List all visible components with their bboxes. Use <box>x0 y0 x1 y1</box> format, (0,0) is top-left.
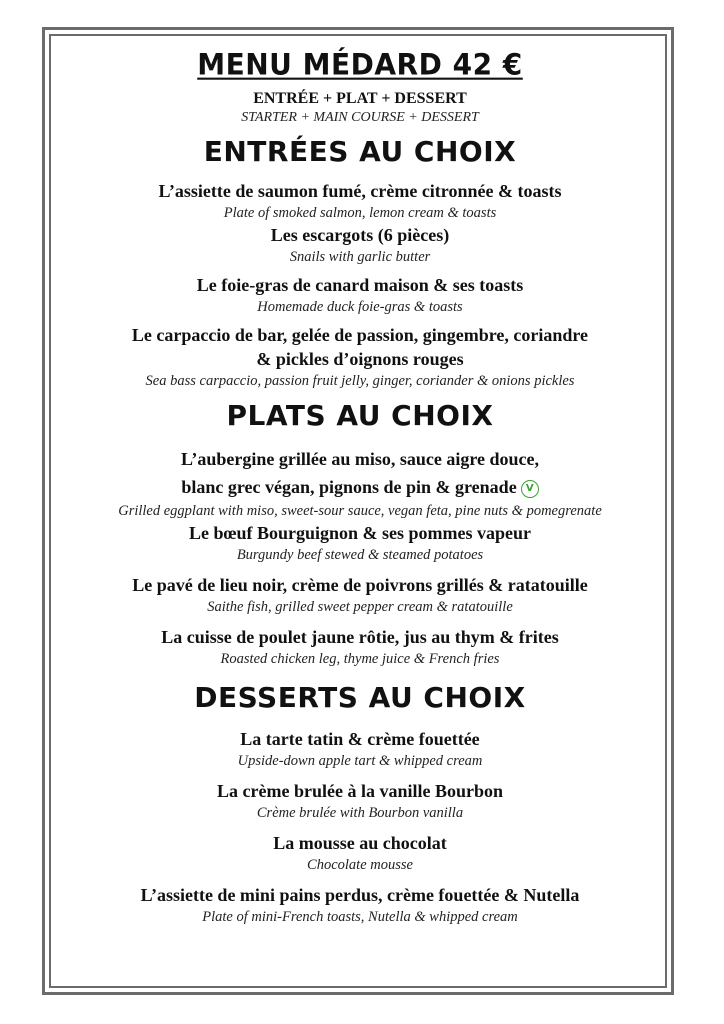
dessert-item <box>60 831 660 875</box>
main-translation: Grilled eggplant with miso, sweet-sour sauce, vegan feta, pine nuts & pomegrenate <box>118 503 602 519</box>
main-name: Le bœuf Bourguignon & ses pommes vapeur <box>188 523 532 543</box>
starter-item <box>60 323 660 391</box>
main-name-line2 <box>60 473 660 501</box>
menu-card <box>60 48 660 927</box>
mains-heading: PLATS AU CHOIX <box>226 399 494 432</box>
dessert-item <box>60 883 660 927</box>
dessert-translation: Chocolate mousse <box>307 857 413 873</box>
dessert-name: La tarte tatin & crème fouettée <box>240 729 480 749</box>
main-translation: Roasted chicken leg, thyme juice & French fries <box>220 651 500 667</box>
starter-translation: Homemade duck foie-gras & toasts <box>257 299 463 315</box>
main-item <box>60 521 660 565</box>
starter-name-line2: & pickles d’oignons rouges <box>256 349 464 369</box>
dessert-translation: Crème brulée with Bourbon vanilla <box>256 805 464 821</box>
starter-translation: Plate of smoked salmon, lemon cream & toasts <box>223 205 497 221</box>
main-name: La cuisse de poulet jaune rôtie, jus au thym & frites <box>161 627 559 647</box>
main-translation: Saithe fish, grilled sweet pepper cream & ratatouille <box>207 599 513 615</box>
menu-subtitle-fr: ENTRÉE + PLAT + DESSERT <box>253 90 467 107</box>
dessert-item <box>60 779 660 823</box>
dessert-name: L’assiette de mini pains perdus, crème fouettée & Nutella <box>140 885 580 905</box>
dessert-item <box>60 727 660 771</box>
main-translation: Burgundy beef stewed & steamed potatoes <box>236 547 484 563</box>
starter-name: L’assiette de saumon fumé, crème citronnée & toasts <box>158 181 562 201</box>
menu-title: MENU MÉDARD 42 € <box>197 47 523 82</box>
menu-subtitle-en: STARTER + MAIN COURSE + DESSERT <box>241 110 479 125</box>
starter-item <box>60 273 660 317</box>
main-item <box>60 573 660 617</box>
starter-item <box>60 223 660 267</box>
starter-name: Les escargots (6 pièces) <box>270 225 450 245</box>
main-name-line2-text: blanc grec végan, pignons de pin & grenade <box>181 477 517 497</box>
main-item <box>60 445 660 521</box>
starter-name: Le foie-gras de canard maison & ses toasts <box>196 275 524 295</box>
starter-item <box>60 179 660 223</box>
dessert-name: La mousse au chocolat <box>273 833 447 853</box>
desserts-heading: DESSERTS AU CHOIX <box>194 681 526 714</box>
starter-name: Le carpaccio de bar, gelée de passion, gingembre, coriandre <box>131 325 589 345</box>
main-name: L’aubergine grillée au miso, sauce aigre douce, <box>181 449 539 469</box>
starter-translation: Sea bass carpaccio, passion fruit jelly, ginger, coriander & onions pickles <box>145 373 575 389</box>
main-name: Le pavé de lieu noir, crème de poivrons grillés & ratatouille <box>132 575 588 595</box>
starters-heading: ENTRÉES AU CHOIX <box>203 135 517 168</box>
dessert-translation: Plate of mini-French toasts, Nutella & whipped cream <box>202 909 518 925</box>
starter-translation: Snails with garlic butter <box>289 249 431 265</box>
dessert-name: La crème brulée à la vanille Bourbon <box>217 781 503 801</box>
vegan-icon: V <box>521 480 539 498</box>
main-item <box>60 625 660 669</box>
dessert-translation: Upside-down apple tart & whipped cream <box>237 753 483 769</box>
